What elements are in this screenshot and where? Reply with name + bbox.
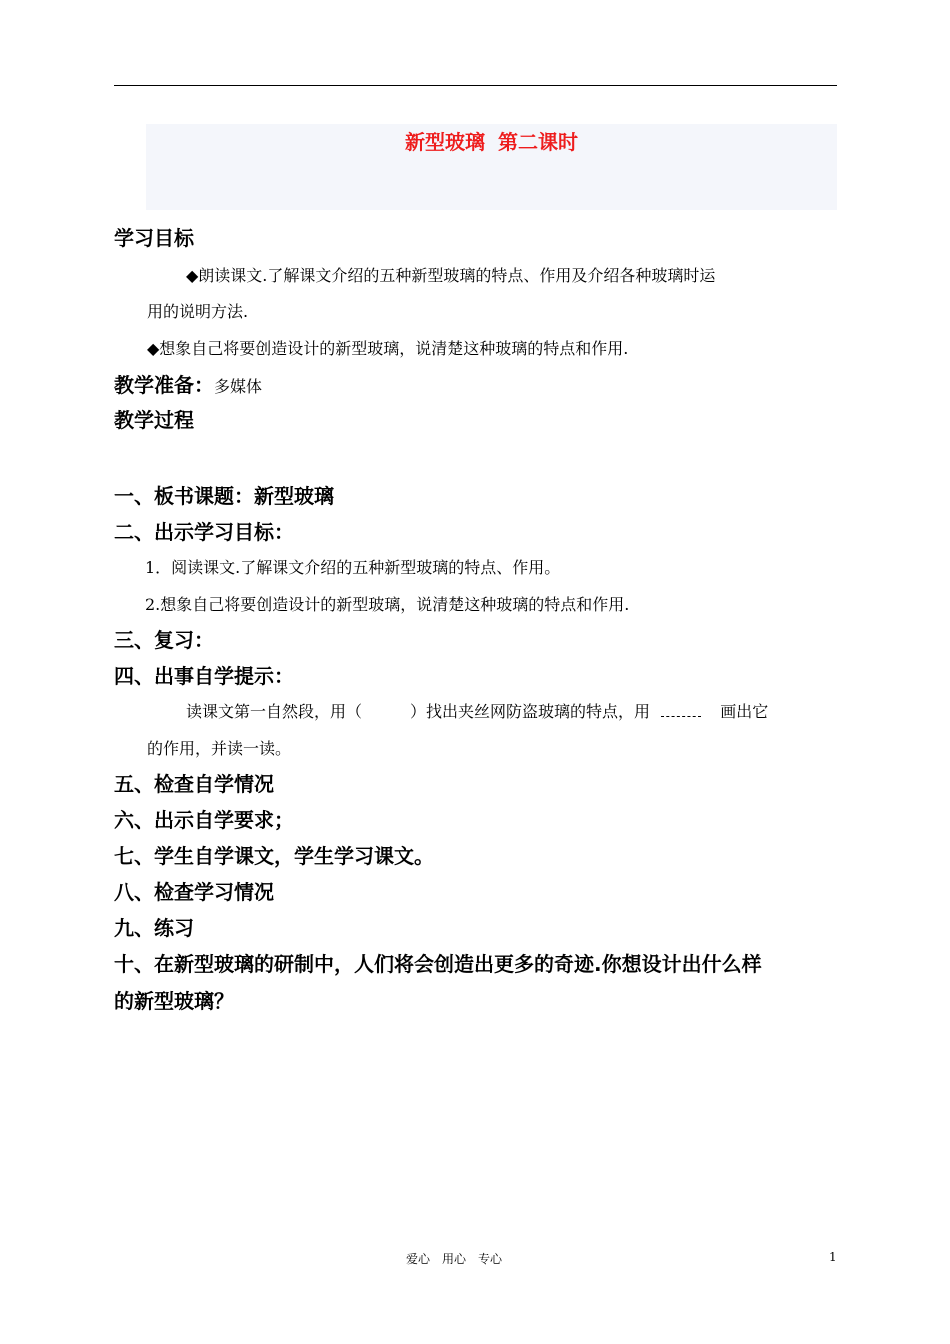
step-4-text-cont: 的作用，并读一读。 bbox=[147, 739, 292, 758]
step-6: 六、出示自学要求； bbox=[114, 808, 294, 832]
step-5: 五、检查自学情况 bbox=[114, 772, 274, 796]
title-banner bbox=[146, 124, 837, 210]
step-2: 二、出示学习目标： bbox=[114, 520, 294, 544]
objective-item-2: ◆想象自己将要创造设计的新型玻璃，说清楚这种玻璃的特点和作用. bbox=[147, 339, 629, 358]
step-8: 八、检查学习情况 bbox=[114, 880, 274, 904]
preparation-value: 多媒体 bbox=[214, 377, 263, 396]
step-10: 十、在新型玻璃的研制中，人们将会创造出更多的奇迹.你想设计出什么样 bbox=[114, 952, 762, 976]
step-10-cont: 的新型玻璃？ bbox=[114, 989, 234, 1013]
step-4-text bbox=[186, 699, 768, 722]
preparation-label: 教学准备： bbox=[114, 373, 214, 397]
step-4-text-a: 读课文第一自然段，用（ ）找出夹丝网防盗玻璃的特点，用 bbox=[186, 702, 651, 721]
step-2-item-1: 1．阅读课文.了解课文介绍的五种新型玻璃的特点、作用。 bbox=[145, 558, 561, 577]
page-title: 新型玻璃 第二课时 bbox=[405, 130, 578, 154]
step-7: 七、学生自学课文，学生学习课文。 bbox=[114, 844, 434, 868]
objective-item-1: ◆朗读课文.了解课文介绍的五种新型玻璃的特点、作用及介绍各种玻璃时运 bbox=[186, 266, 716, 285]
footer-motto: 爱心 用心 专心 bbox=[406, 1252, 503, 1266]
step-1: 一、板书课题：新型玻璃 bbox=[114, 484, 334, 508]
process-heading: 教学过程 bbox=[114, 408, 194, 432]
header-rule bbox=[114, 85, 837, 86]
underline-blank bbox=[661, 704, 701, 717]
step-4: 四、出事自学提示： bbox=[114, 664, 294, 688]
step-3: 三、复习： bbox=[114, 628, 214, 652]
step-2-item-2: 2.想象自己将要创造设计的新型玻璃，说清楚这种玻璃的特点和作用. bbox=[145, 595, 630, 614]
step-9: 九、练习 bbox=[114, 916, 194, 940]
objective-item-1-cont: 用的说明方法. bbox=[147, 302, 249, 321]
step-4-text-b: 画出它 bbox=[720, 702, 769, 721]
objectives-heading: 学习目标 bbox=[114, 226, 194, 250]
page-number: 1 bbox=[829, 1250, 837, 1264]
preparation-line bbox=[114, 369, 262, 398]
